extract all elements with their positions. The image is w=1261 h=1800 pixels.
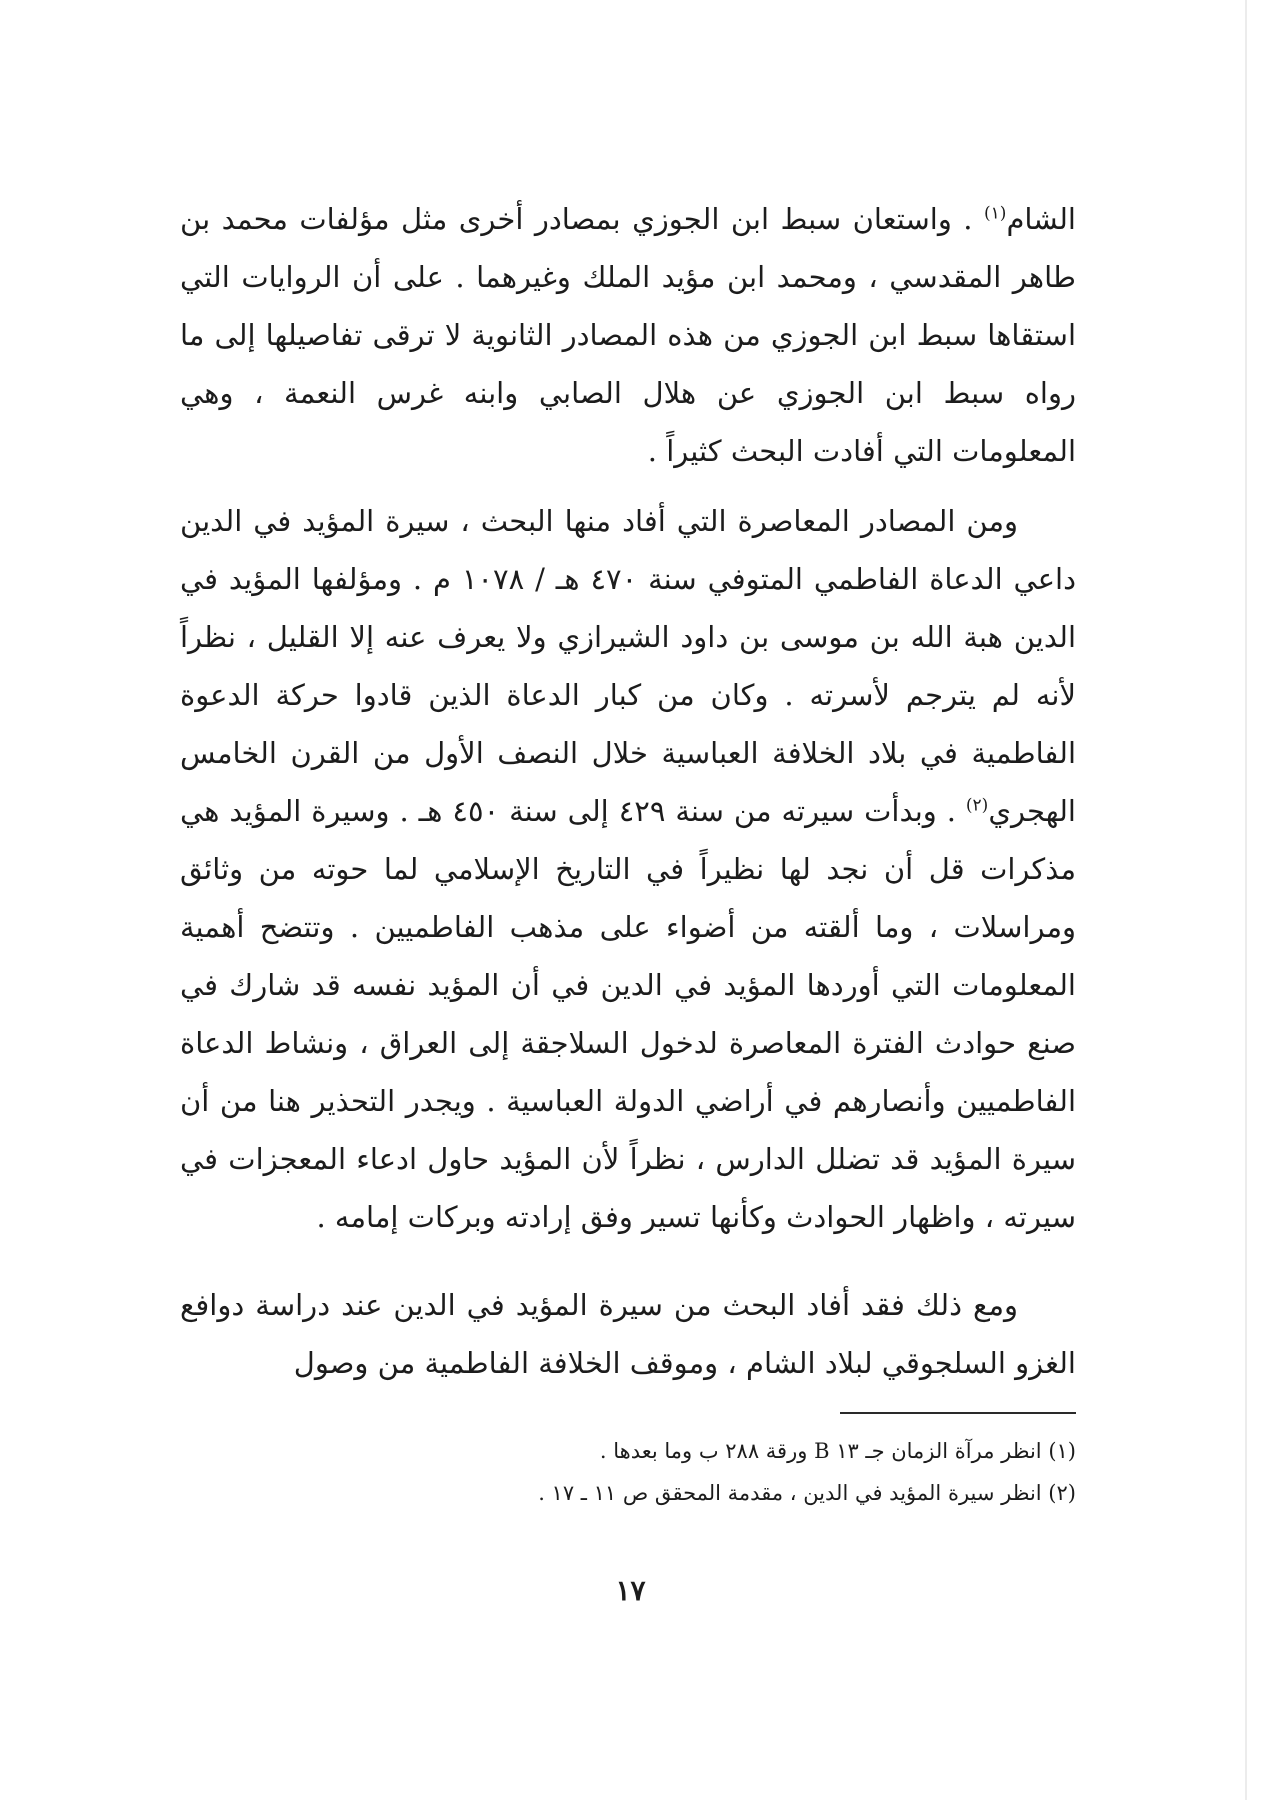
page-edge-shadow	[1245, 0, 1247, 1800]
footnote-2: (٢) انظر سيرة المؤيد في الدين ، مقدمة المحقق ص ١١ ـ ١٧ .	[538, 1481, 1076, 1505]
paragraph-2-text: . وبدأت سيرته من سنة ٤٢٩ إلى سنة ٤٥٠ هـ . وسيرة المؤيد هي مذكرات قل أن نجد لها نظيراً في التاريخ الإسلامي لما حوته من وثائق ومراسلات ، وما ألقته من أضواء على مذهب الفاطميين . وتتضح أهمية المعلومات التي أوردها المؤيد في الدين في أن المؤيد نفسه قد شارك في صنع حوادث الفترة المعاصرة لدخول السلاجقة إلى العراق ، ونشاط الدعاة الفاطميين وأنصارهم في أراضي الدولة العباسية . ويجدر التحذير هنا من أن سيرة المؤيد قد تضلل الدارس ، نظراً لأن المؤيد حاول ادعاء المعجزات في سيرته ، واظهار الحوادث وكأنها تسير وفق إرادته وبركات إمامه .	[180, 794, 1076, 1234]
main-text	[180, 190, 1076, 1392]
paragraph-3	[180, 1276, 1076, 1392]
footnote-separator	[840, 1412, 1076, 1414]
paragraph-1-text: . واستعان سبط ابن الجوزي بمصادر أخرى مثل مؤلفات محمد بن طاهر المقدسي ، ومحمد ابن مؤيد الملك وغيرهما . على أن الروايات التي استقاها سبط ابن الجوزي من هذه المصادر الثانوية لا ترقى تفاصيلها إلى ما رواه سبط ابن الجوزي عن هلال الصابي وابنه غرس النعمة ، وهي المعلومات التي أفادت البحث كثيراً .	[180, 202, 1076, 468]
paragraph-1	[180, 190, 1076, 480]
footnote-ref-2: (٢)	[965, 795, 989, 816]
paragraph-1-lead: الشام	[1006, 202, 1076, 236]
paragraph-2-lead: ومن المصادر المعاصرة التي أفاد منها البحث ، سيرة المؤيد في الدين داعي الدعاة الفاطمي المتوفي سنة ٤٧٠ هـ / ١٠٧٨ م . ومؤلفها المؤيد في الدين هبة الله بن موسى بن داود الشيرازي ولا يعرف عنه إلا القليل ، نظراً لأنه لم يترجم لأسرته . وكان من كبار الدعاة الذين قادوا حركة الدعوة الفاطمية في بلاد الخلافة العباسية خلال النصف الأول من القرن الخامس الهجري	[180, 504, 1076, 828]
page-number: ١٧	[615, 1574, 646, 1607]
footnote-1: (١) انظر مرآة الزمان جـ ١٣ B ورقة ٢٨٨ ب وما بعدها .	[599, 1439, 1076, 1463]
footnote-ref-1: (١)	[984, 203, 1007, 224]
footnotes	[180, 1430, 1076, 1514]
paragraph-3-text: ومع ذلك فقد أفاد البحث من سيرة المؤيد في الدين عند دراسة دوافع الغزو السلجوقي لبلاد الشام ، وموقف الخلافة الفاطمية من وصول	[180, 1288, 1076, 1380]
paragraph-2	[180, 492, 1076, 1246]
